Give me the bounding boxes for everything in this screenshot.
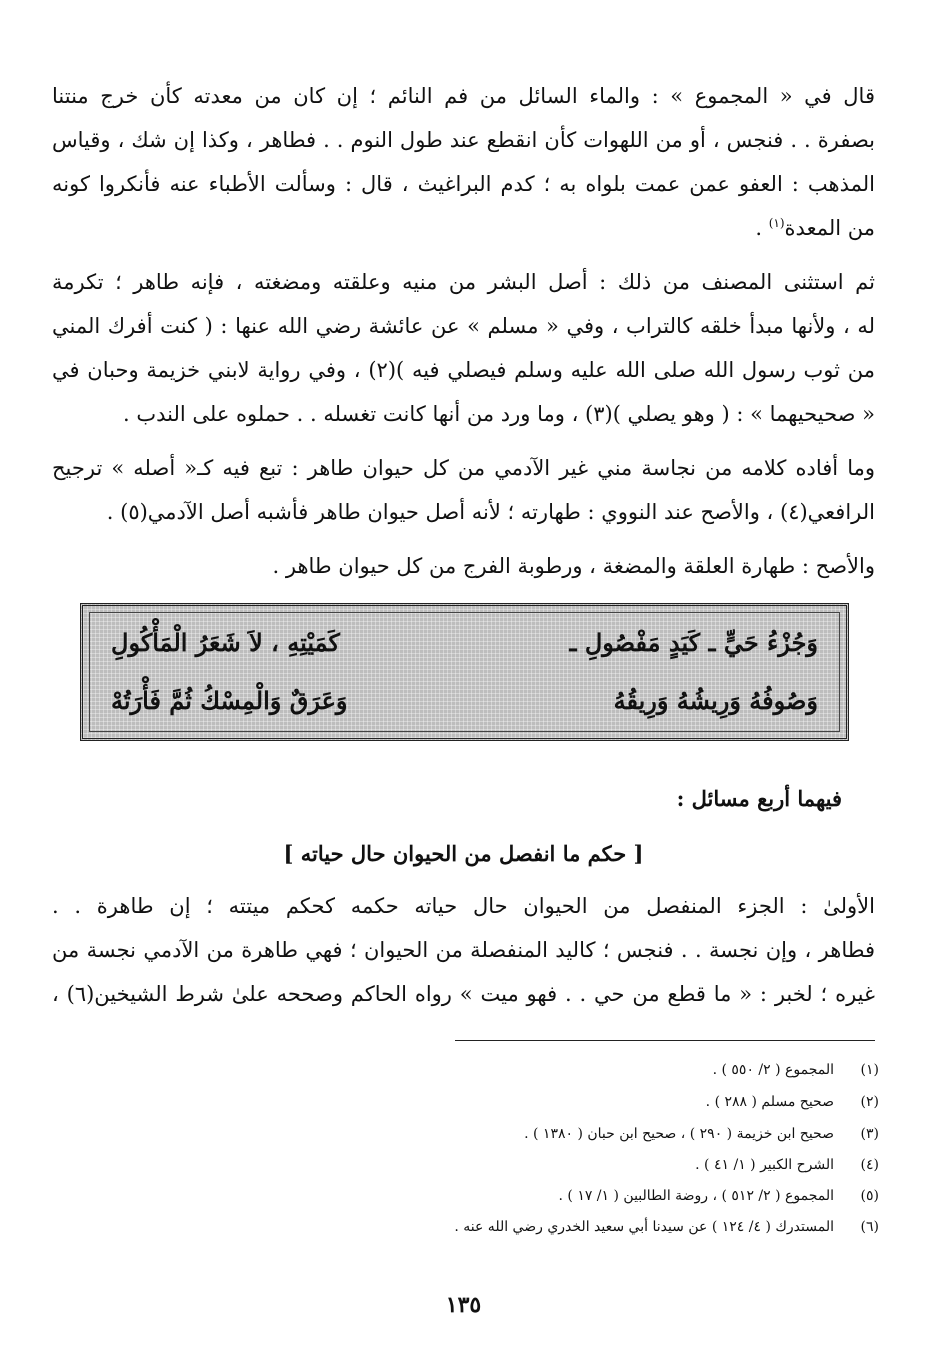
footnote-text: صحيح ابن خزيمة ( ٢٩٠ ) ، صحيح ابن حبان ( ١٣٨٠ ) .: [524, 1126, 834, 1142]
paragraph-3: [52, 446, 875, 534]
text-line: الأولىٰ : الجزء المنفصل من الحيوان حال حياته حكمه كحكم ميتته ؛ إن طاهرة . .: [52, 894, 875, 918]
text-line: غيره ؛ لخبر : « ما قطع من حي . . فهو ميت » رواه الحاكم وصححه علىٰ شرط الشيخين(٦) ،: [52, 982, 875, 1006]
text-line: بصفرة . . فنجس ، أو من اللهوات كأن انقطع عند طول النوم . . فطاهر ، وكذا إن شك ، وقياس: [52, 128, 875, 152]
text-line-end: .: [755, 216, 769, 240]
footnote: [49, 1186, 879, 1206]
text-line: قال في « المجموع » : والماء السائل من فم النائم ؛ إن كان من معدته كأن خرج منتنا: [52, 84, 875, 108]
footnote-number: (٤): [860, 1157, 879, 1173]
text-line: من ثوب رسول الله صلى الله عليه وسلم فيصلي فيه )(٢) ، وفي رواية لابني خزيمة وحبان في: [52, 358, 875, 382]
text-line: والأصح : طهارة العلقة والمضغة ، ورطوبة الفرج من كل حيوان طاهر .: [272, 554, 875, 578]
verse-line2-left: وَعَرَقٌ وَالْمِسْكُ ثُمَّ فَأْرَتُهْ: [111, 686, 348, 715]
footnote-text: الشرح الكبير ( ١/ ٤١ ) .: [695, 1157, 834, 1173]
footnote-number: (٢): [860, 1094, 879, 1110]
paragraph-4: [52, 544, 875, 588]
page-number: ١٣٥: [445, 1292, 482, 1318]
footnote-number: (٦): [860, 1219, 879, 1235]
footnote-number: (٣): [860, 1126, 879, 1142]
section-paragraph: [52, 884, 875, 1016]
text-line: له ، ولأنها مبدأ خلقه كالتراب ، وفي « مسلم » عن عائشة رضي الله عنها : ( كنت أفرك المني: [52, 314, 875, 338]
text-line: الرافعي(٤) ، والأصح عند النووي : طهارته ؛ لأنه أصل حيوان طاهر فأشبه أصل الآدمي(٥) .: [106, 500, 875, 524]
text-line: المذهب : العفو عمن عمت بلواه به ؛ كدم البراغيث ، قال : وسألت الأطباء عنه فأنكروا كونه: [52, 172, 875, 196]
footnote-text: المستدرك ( ٤/ ١٢٤ ) عن سيدنا أبي سعيد الخدري رضي الله عنه .: [454, 1219, 834, 1235]
verse-line1-right: وَجُزْءُ حَيٍّ ـ كَيَدٍ مَفْصُولِ ـ: [569, 628, 818, 657]
verse-box: [80, 603, 849, 741]
footnote-text: المجموع ( ٢/ ٥١٢ ) ، روضة الطالبين ( ١/ ١٧ ) .: [558, 1188, 834, 1204]
verse-line2-right: وَصُوفُهُ وَرِيشُهُ وَرِيقُهُ: [613, 686, 818, 715]
footnote: [49, 1124, 879, 1144]
footnote-text: صحيح مسلم ( ٢٨٨ ) .: [705, 1094, 834, 1110]
footnote: [49, 1155, 879, 1175]
text-line: وما أفاده كلامه من نجاسة مني غير الآدمي من كل حيوان طاهر : تبع فيه كـ« أصله » ترجيح: [52, 456, 875, 480]
footnote-ref: (١): [768, 216, 785, 230]
text-line: « صحيحيهما » : ( وهو يصلي )(٣) ، وما ورد من أنها كانت تغسله . . حملوه على الندب .: [122, 402, 875, 426]
footnote: [49, 1060, 879, 1080]
footnote-text: المجموع ( ٢/ ٥٥٠ ) .: [712, 1062, 834, 1078]
paragraph-2: [52, 260, 875, 436]
footnote: [49, 1092, 879, 1112]
text-line-last: [52, 206, 875, 250]
verse-line1-left: كَمَيْتِهِ ، لاَ شَعَرُ الْمَأْكُولِ: [111, 628, 340, 657]
footnote-separator: [455, 1040, 875, 1041]
footnote-number: (٥): [860, 1188, 879, 1204]
paragraph-1: [52, 74, 875, 250]
footnote-number: (١): [860, 1062, 879, 1078]
text-line-part: من المعدة: [784, 216, 875, 240]
footnote: [49, 1217, 879, 1237]
text-line: فطاهر ، وإن نجسة . . فنجس ؛ كاليد المنفصلة من الحيوان ؛ فهي طاهرة من الآدمي نجسة من: [52, 938, 875, 962]
section-heading: [ حكم ما انفصل من الحيوان حال حياته ]: [283, 841, 644, 866]
intro-line: فيهما أربع مسائل :: [676, 786, 842, 811]
text-line: ثم استثنى المصنف من ذلك : أصل البشر من منيه وعلقته ومضغته ، فإنه طاهر ؛ تكرمة: [52, 270, 875, 294]
